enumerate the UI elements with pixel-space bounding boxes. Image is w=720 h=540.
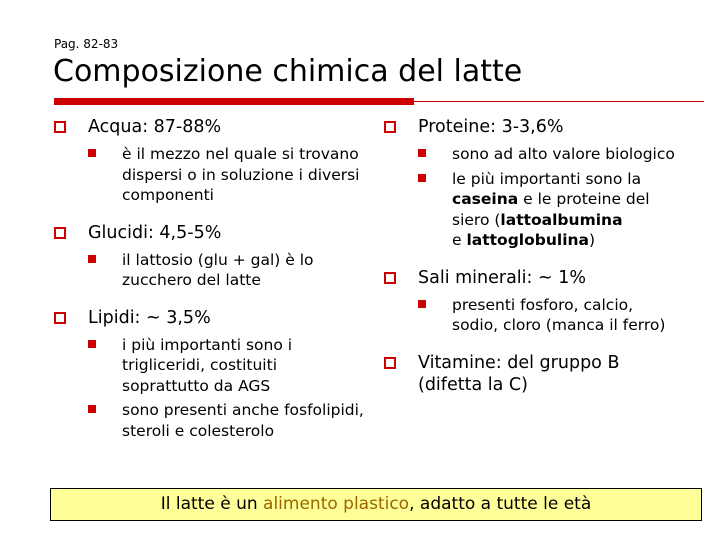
bullet-vitamine: [384, 352, 684, 396]
title-rule-thick: [54, 98, 414, 105]
hollow-square-bullet-icon: [54, 312, 66, 324]
lipidi-detail-1: i più importanti sono i trigliceridi, costituiti soprattutto da AGS: [122, 335, 293, 395]
footer-highlight: alimento plastico: [263, 494, 410, 514]
sali-detail: presenti fosforo, calcio, sodio, cloro (manca il ferro): [452, 295, 666, 334]
hollow-square-bullet-icon: [384, 121, 396, 133]
left-column: [54, 116, 366, 445]
hollow-square-bullet-icon: [384, 272, 396, 284]
sub-bullet-lipidi-1: [88, 335, 366, 397]
title-rule-thin: [414, 101, 704, 102]
sub-bullet-acqua: [88, 144, 366, 206]
filled-square-bullet-icon: [418, 174, 426, 182]
hollow-square-bullet-icon: [54, 121, 66, 133]
sub-bullet-proteine-1: [418, 144, 684, 165]
hollow-square-bullet-icon: [384, 357, 396, 369]
proteine-detail-1: sono ad alto valore biologico: [452, 145, 675, 163]
acqua-label: Acqua: 87-88%: [88, 117, 222, 137]
sub-bullet-sali: [418, 295, 684, 336]
lattoalbumina-term: lattoalbumina: [500, 210, 623, 229]
proteine-detail-2: le più importanti sono la caseina e le proteine del siero (lattoalbumina e lattoglobulina): [452, 169, 650, 249]
bullet-sali: [384, 267, 684, 289]
lipidi-detail-2: sono presenti anche fosfolipidi, steroli e colesterolo: [122, 401, 364, 440]
acqua-detail: è il mezzo nel quale si trovano dispersi o in soluzione i diversi componenti: [122, 145, 360, 204]
filled-square-bullet-icon: [88, 405, 96, 413]
glucidi-detail: il lattosio (glu + gal) è lo zucchero del latte: [122, 250, 314, 289]
hollow-square-bullet-icon: [54, 227, 66, 239]
lipidi-label: Lipidi: ~ 3,5%: [88, 307, 211, 328]
filled-square-bullet-icon: [418, 300, 426, 308]
right-column: [384, 116, 684, 402]
filled-square-bullet-icon: [418, 149, 426, 157]
vitamine-label: Vitamine: del gruppo B (difetta la C): [418, 352, 620, 395]
page-title: Composizione chimica del latte: [53, 54, 523, 89]
proteine-label: Proteine: 3-3,6%: [418, 117, 564, 137]
footer-summary-box: Il latte è un alimento plastico, adatto a tutte le età: [50, 488, 702, 521]
glucidi-label: Glucidi: 4,5-5%: [88, 222, 222, 243]
sub-bullet-glucidi: [88, 250, 366, 291]
bullet-proteine: [384, 116, 684, 138]
filled-square-bullet-icon: [88, 149, 96, 157]
sub-bullet-lipidi-2: [88, 400, 366, 441]
filled-square-bullet-icon: [88, 340, 96, 348]
filled-square-bullet-icon: [88, 255, 96, 263]
lattoglobulina-term: lattoglobulina: [466, 231, 590, 249]
sub-bullet-proteine-2: [418, 169, 684, 251]
bullet-lipidi: [54, 307, 366, 329]
bullet-acqua: [54, 116, 366, 138]
sali-label: Sali minerali: ~ 1%: [418, 267, 586, 288]
caseina-term: caseina: [452, 190, 519, 208]
bullet-glucidi: [54, 222, 366, 244]
page-reference: Pag. 82-83: [54, 37, 119, 51]
